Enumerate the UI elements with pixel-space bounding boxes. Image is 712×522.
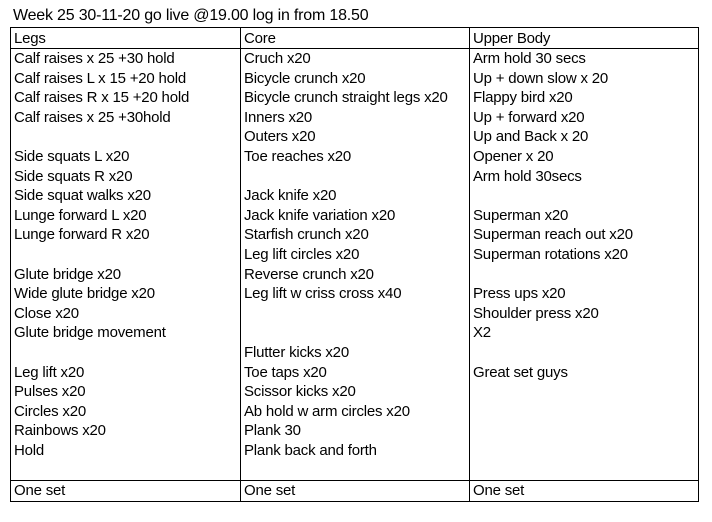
exercise-cell: Side squats L x20 bbox=[11, 147, 241, 167]
exercise-cell: Opener x 20 bbox=[470, 147, 699, 167]
table-row bbox=[11, 265, 699, 285]
column-header-core: Core bbox=[241, 28, 470, 49]
table-row bbox=[11, 284, 699, 304]
exercise-cell: Cruch x20 bbox=[241, 49, 470, 69]
exercise-cell: Great set guys bbox=[470, 363, 699, 383]
exercise-cell: Arm hold 30secs bbox=[470, 167, 699, 187]
table-row bbox=[11, 147, 699, 167]
workout-table bbox=[10, 27, 699, 502]
exercise-cell: Plank 30 bbox=[241, 421, 470, 441]
table-row bbox=[11, 245, 699, 265]
exercise-cell bbox=[470, 441, 699, 461]
exercise-cell bbox=[241, 460, 470, 480]
exercise-cell bbox=[241, 304, 470, 324]
table-row bbox=[11, 49, 699, 69]
exercise-cell bbox=[470, 186, 699, 206]
table-row bbox=[11, 186, 699, 206]
exercise-cell bbox=[11, 245, 241, 265]
exercise-cell: Toe reaches x20 bbox=[241, 147, 470, 167]
page-title: Week 25 30-11-20 go live @19.00 log in from 18.50 bbox=[13, 7, 369, 24]
exercise-cell bbox=[470, 265, 699, 285]
exercise-cell: Starfish crunch x20 bbox=[241, 225, 470, 245]
exercise-cell: Jack knife variation x20 bbox=[241, 206, 470, 226]
header-row bbox=[11, 28, 699, 49]
exercise-cell: Leg lift x20 bbox=[11, 363, 241, 383]
table-row bbox=[11, 225, 699, 245]
exercise-cell bbox=[11, 460, 241, 480]
exercise-cell: Scissor kicks x20 bbox=[241, 382, 470, 402]
column-header-legs: Legs bbox=[11, 28, 241, 49]
exercise-cell: Calf raises x 25 +30 hold bbox=[11, 49, 241, 69]
exercise-cell: Superman reach out x20 bbox=[470, 225, 699, 245]
exercise-cell: Rainbows x20 bbox=[11, 421, 241, 441]
column-header-upper-body: Upper Body bbox=[470, 28, 699, 49]
exercise-cell: Leg lift circles x20 bbox=[241, 245, 470, 265]
table-row bbox=[11, 304, 699, 324]
exercise-cell: Shoulder press x20 bbox=[470, 304, 699, 324]
footer-cell-core: One set bbox=[241, 480, 470, 501]
exercise-cell: Bicycle crunch x20 bbox=[241, 69, 470, 89]
footer-row bbox=[11, 480, 699, 501]
table-row bbox=[11, 88, 699, 108]
exercise-cell bbox=[241, 323, 470, 343]
exercise-cell: Glute bridge x20 bbox=[11, 265, 241, 285]
exercise-cell: X2 bbox=[470, 323, 699, 343]
exercise-cell bbox=[11, 127, 241, 147]
exercise-cell: Superman rotations x20 bbox=[470, 245, 699, 265]
exercise-cell: Reverse crunch x20 bbox=[241, 265, 470, 285]
footer-cell-legs: One set bbox=[11, 480, 241, 501]
exercise-cell bbox=[470, 402, 699, 422]
exercise-cell: Outers x20 bbox=[241, 127, 470, 147]
exercise-cell: Pulses x20 bbox=[11, 382, 241, 402]
exercise-cell bbox=[470, 421, 699, 441]
exercise-cell bbox=[470, 343, 699, 363]
exercise-cell: Up + down slow x 20 bbox=[470, 69, 699, 89]
table-row bbox=[11, 127, 699, 147]
exercise-cell: Calf raises x 25 +30hold bbox=[11, 108, 241, 128]
table-row bbox=[11, 402, 699, 422]
exercise-cell: Calf raises L x 15 +20 hold bbox=[11, 69, 241, 89]
table-row bbox=[11, 323, 699, 343]
exercise-cell: Plank back and forth bbox=[241, 441, 470, 461]
exercise-cell: Superman x20 bbox=[470, 206, 699, 226]
exercise-cell bbox=[11, 343, 241, 363]
table-row bbox=[11, 382, 699, 402]
exercise-cell: Up + forward x20 bbox=[470, 108, 699, 128]
exercise-cell: Arm hold 30 secs bbox=[470, 49, 699, 69]
exercise-cell: Jack knife x20 bbox=[241, 186, 470, 206]
exercise-cell: Glute bridge movement bbox=[11, 323, 241, 343]
exercise-cell: Up and Back x 20 bbox=[470, 127, 699, 147]
exercise-cell: Lunge forward L x20 bbox=[11, 206, 241, 226]
exercise-cell: Flappy bird x20 bbox=[470, 88, 699, 108]
exercise-cell: Hold bbox=[11, 441, 241, 461]
table-row bbox=[11, 108, 699, 128]
exercise-cell: Close x20 bbox=[11, 304, 241, 324]
table-row bbox=[11, 421, 699, 441]
footer-cell-upper-body: One set bbox=[470, 480, 699, 501]
exercise-cell: Side squat walks x20 bbox=[11, 186, 241, 206]
table-row bbox=[11, 460, 699, 480]
table-row bbox=[11, 363, 699, 383]
exercise-cell: Press ups x20 bbox=[470, 284, 699, 304]
exercise-cell: Calf raises R x 15 +20 hold bbox=[11, 88, 241, 108]
table-row bbox=[11, 206, 699, 226]
exercise-cell: Lunge forward R x20 bbox=[11, 225, 241, 245]
exercise-cell: Side squats R x20 bbox=[11, 167, 241, 187]
workout-table-body bbox=[11, 49, 699, 481]
exercise-cell bbox=[470, 382, 699, 402]
table-row bbox=[11, 343, 699, 363]
table-row bbox=[11, 167, 699, 187]
exercise-cell: Leg lift w criss cross x40 bbox=[241, 284, 470, 304]
exercise-cell: Circles x20 bbox=[11, 402, 241, 422]
exercise-cell: Wide glute bridge x20 bbox=[11, 284, 241, 304]
table-row bbox=[11, 441, 699, 461]
exercise-cell: Flutter kicks x20 bbox=[241, 343, 470, 363]
exercise-cell: Ab hold w arm circles x20 bbox=[241, 402, 470, 422]
exercise-cell: Inners x20 bbox=[241, 108, 470, 128]
exercise-cell: Bicycle crunch straight legs x20 bbox=[241, 88, 470, 108]
exercise-cell bbox=[241, 167, 470, 187]
table-row bbox=[11, 69, 699, 89]
exercise-cell bbox=[470, 460, 699, 480]
exercise-cell: Toe taps x20 bbox=[241, 363, 470, 383]
